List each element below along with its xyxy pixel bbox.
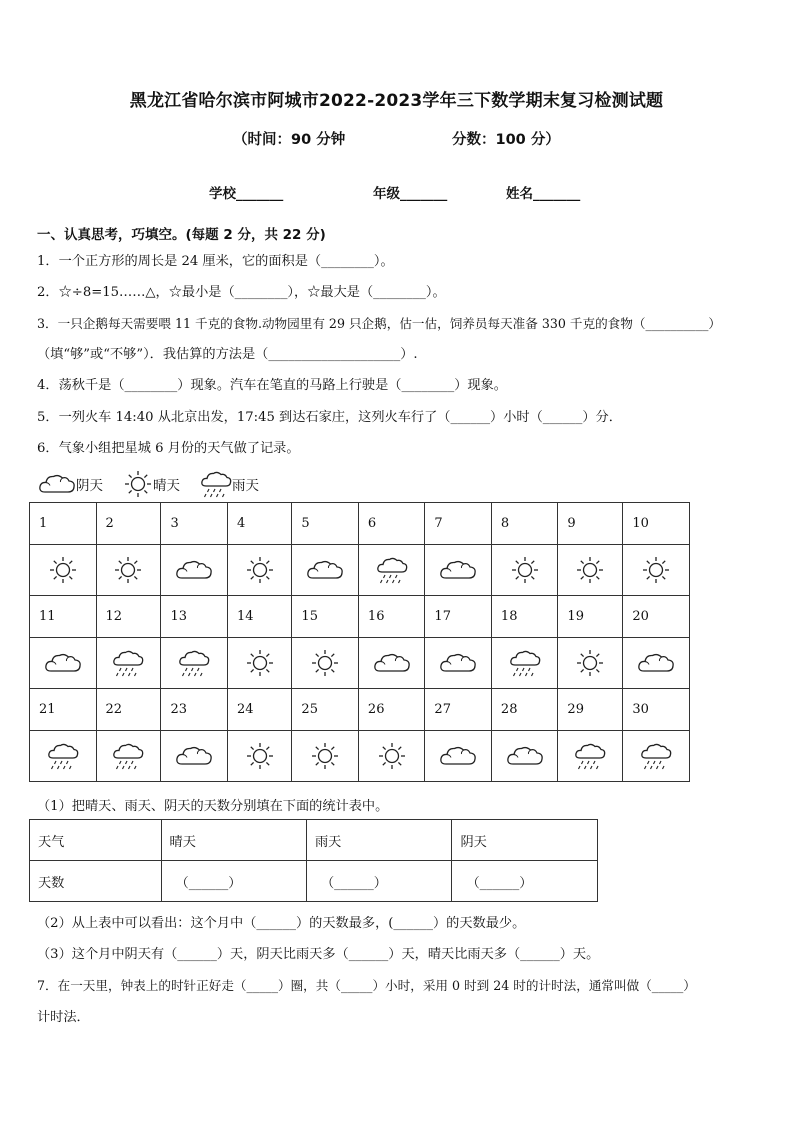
weather-cell bbox=[161, 638, 228, 689]
day-number-cell: 8 bbox=[491, 503, 558, 545]
weather-stat-table bbox=[29, 819, 598, 902]
weather-record-table bbox=[29, 502, 690, 782]
rainy-icon bbox=[640, 746, 672, 765]
weather-cell bbox=[358, 638, 425, 689]
sunny-icon bbox=[245, 653, 275, 672]
weather-cell bbox=[491, 638, 558, 689]
weather-cell bbox=[227, 638, 291, 689]
stat-sunny-blank[interactable]: （______） bbox=[161, 861, 306, 902]
weather-cell bbox=[491, 731, 558, 782]
weather-cell bbox=[292, 731, 359, 782]
day-number-cell: 27 bbox=[425, 689, 492, 731]
sunny-icon bbox=[575, 560, 605, 579]
weather-cell bbox=[227, 545, 291, 596]
sunny-icon bbox=[245, 746, 275, 765]
day-number-cell: 12 bbox=[96, 596, 161, 638]
day-number-cell: 14 bbox=[227, 596, 291, 638]
cloudy-icon bbox=[506, 746, 544, 765]
day-number-cell: 13 bbox=[161, 596, 228, 638]
weather-cell bbox=[292, 545, 359, 596]
rainy-icon bbox=[178, 653, 210, 672]
question-3-line2: （填“够”或“不够”）．我估算的方法是（____________________）. bbox=[37, 347, 418, 362]
cloudy-icon bbox=[439, 560, 477, 579]
school-field: 学校_______ bbox=[209, 186, 284, 202]
day-number-cell: 17 bbox=[425, 596, 492, 638]
weather-cell bbox=[425, 731, 492, 782]
stat-cloudy-blank[interactable]: （______） bbox=[452, 861, 598, 902]
legend-sunny-icon bbox=[123, 469, 153, 499]
question-1: 1．一个正方形的周长是 24 厘米，它的面积是（________）。 bbox=[37, 254, 394, 269]
cloudy-icon bbox=[306, 560, 344, 579]
day-number-row bbox=[30, 503, 690, 545]
day-number-cell: 7 bbox=[425, 503, 492, 545]
weather-cell bbox=[358, 545, 425, 596]
day-number-cell: 2 bbox=[96, 503, 161, 545]
weather-icon-row bbox=[30, 731, 690, 782]
weather-icon-row bbox=[30, 545, 690, 596]
name-field: 姓名_______ bbox=[506, 186, 581, 202]
day-number-cell: 24 bbox=[227, 689, 291, 731]
day-number-row bbox=[30, 689, 690, 731]
day-number-cell: 22 bbox=[96, 689, 161, 731]
day-number-cell: 20 bbox=[623, 596, 690, 638]
rainy-icon bbox=[509, 653, 541, 672]
question-6-1: （1）把晴天、雨天、阴天的天数分别填在下面的统计表中。 bbox=[37, 799, 389, 814]
stat-rainy-blank[interactable]: （______） bbox=[307, 861, 452, 902]
exam-time: （时间：90 分钟 bbox=[233, 132, 346, 148]
rainy-icon bbox=[376, 560, 408, 579]
sunny-icon bbox=[310, 746, 340, 765]
cloudy-icon bbox=[175, 746, 213, 765]
grade-field: 年级_______ bbox=[373, 186, 448, 202]
day-number-cell: 16 bbox=[358, 596, 425, 638]
day-number-cell: 9 bbox=[558, 503, 623, 545]
day-number-cell: 1 bbox=[30, 503, 97, 545]
stat-header-weather: 天气 bbox=[30, 820, 162, 861]
weather-cell bbox=[623, 731, 690, 782]
weather-cell bbox=[358, 731, 425, 782]
day-number-cell: 10 bbox=[623, 503, 690, 545]
legend-sunny-label: 晴天 bbox=[153, 478, 180, 494]
weather-cell bbox=[558, 545, 623, 596]
weather-legend bbox=[38, 469, 279, 499]
stat-header-rainy: 雨天 bbox=[307, 820, 452, 861]
day-number-cell: 5 bbox=[292, 503, 359, 545]
rainy-icon bbox=[112, 746, 144, 765]
weather-cell bbox=[558, 638, 623, 689]
cloudy-icon bbox=[175, 560, 213, 579]
legend-rainy-label: 雨天 bbox=[232, 478, 259, 494]
day-number-cell: 25 bbox=[292, 689, 359, 731]
section-heading: 一、认真思考，巧填空。(每题 2 分，共 22 分) bbox=[37, 227, 326, 243]
day-number-cell: 11 bbox=[30, 596, 97, 638]
weather-cell bbox=[425, 545, 492, 596]
weather-cell bbox=[623, 638, 690, 689]
day-number-cell: 30 bbox=[623, 689, 690, 731]
day-number-cell: 4 bbox=[227, 503, 291, 545]
cloudy-icon bbox=[439, 746, 477, 765]
day-number-cell: 23 bbox=[161, 689, 228, 731]
stat-header-cloudy: 阴天 bbox=[452, 820, 598, 861]
exam-score: 分数：100 分） bbox=[452, 132, 560, 148]
weather-cell bbox=[623, 545, 690, 596]
weather-cell bbox=[558, 731, 623, 782]
day-number-cell: 15 bbox=[292, 596, 359, 638]
sunny-icon bbox=[113, 560, 143, 579]
day-number-row bbox=[30, 596, 690, 638]
legend-cloudy-label: 阴天 bbox=[76, 478, 103, 494]
cloudy-icon bbox=[637, 653, 675, 672]
weather-cell bbox=[96, 731, 161, 782]
sunny-icon bbox=[575, 653, 605, 672]
weather-cell bbox=[96, 638, 161, 689]
sunny-icon bbox=[641, 560, 671, 579]
sunny-icon bbox=[245, 560, 275, 579]
day-number-cell: 28 bbox=[491, 689, 558, 731]
day-number-cell: 6 bbox=[358, 503, 425, 545]
question-5: 5．一列火车 14:40 从北京出发，17:45 到达石家庄，这列火车行了（______）小时（______）分． bbox=[37, 410, 622, 425]
rainy-icon bbox=[574, 746, 606, 765]
rainy-icon bbox=[47, 746, 79, 765]
question-4: 4．荡秋千是（________）现象。汽车在笔直的马路上行驶是（________）现象。 bbox=[37, 378, 507, 393]
stat-days-label: 天数 bbox=[30, 861, 162, 902]
question-7-line1: 7．在一天里，钟表上的时针正好走（_____）圈，共（_____）小时，采用 0 时到 24 时的计时法，通常叫做（_____） bbox=[37, 978, 696, 993]
weather-cell bbox=[30, 545, 97, 596]
cloudy-icon bbox=[439, 653, 477, 672]
day-number-cell: 21 bbox=[30, 689, 97, 731]
question-7-line2: 计时法． bbox=[37, 1010, 90, 1025]
legend-cloudy-icon bbox=[38, 471, 76, 497]
weather-cell bbox=[292, 638, 359, 689]
weather-cell bbox=[161, 731, 228, 782]
weather-cell bbox=[491, 545, 558, 596]
page-title: 黑龙江省哈尔滨市阿城市2022-2023学年三下数学期末复习检测试题 bbox=[129, 91, 664, 111]
day-number-cell: 26 bbox=[358, 689, 425, 731]
day-number-cell: 19 bbox=[558, 596, 623, 638]
weather-cell bbox=[30, 638, 97, 689]
question-6-2: （2）从上表中可以看出：这个月中（______）的天数最多，(______）的天数最少。 bbox=[37, 916, 526, 931]
weather-cell bbox=[425, 638, 492, 689]
question-6: 6．气象小组把星城 6 月份的天气做了记录。 bbox=[37, 441, 300, 456]
sunny-icon bbox=[510, 560, 540, 579]
day-number-cell: 29 bbox=[558, 689, 623, 731]
sunny-icon bbox=[310, 653, 340, 672]
day-number-cell: 18 bbox=[491, 596, 558, 638]
weather-cell bbox=[30, 731, 97, 782]
legend-rainy-icon bbox=[200, 469, 232, 499]
weather-cell bbox=[96, 545, 161, 596]
weather-icon-row bbox=[30, 638, 690, 689]
cloudy-icon bbox=[373, 653, 411, 672]
weather-cell bbox=[161, 545, 228, 596]
sunny-icon bbox=[377, 746, 407, 765]
question-3-line1: 3．一只企鹅每天需要喂 11 千克的食物.动物园里有 29 只企鹅，估一估，饲养员每天准备 330 千克的食物（__________） bbox=[37, 316, 722, 331]
day-number-cell: 3 bbox=[161, 503, 228, 545]
question-2: 2．☆÷8=15……△，☆最小是（________），☆最大是（________）。 bbox=[37, 285, 446, 300]
stat-header-sunny: 晴天 bbox=[161, 820, 306, 861]
sunny-icon bbox=[48, 560, 78, 579]
question-6-3: （3）这个月中阴天有（______）天，阴天比雨天多（______）天，晴天比雨天多（______）天。 bbox=[37, 947, 600, 962]
weather-cell bbox=[227, 731, 291, 782]
rainy-icon bbox=[112, 653, 144, 672]
cloudy-icon bbox=[44, 653, 82, 672]
